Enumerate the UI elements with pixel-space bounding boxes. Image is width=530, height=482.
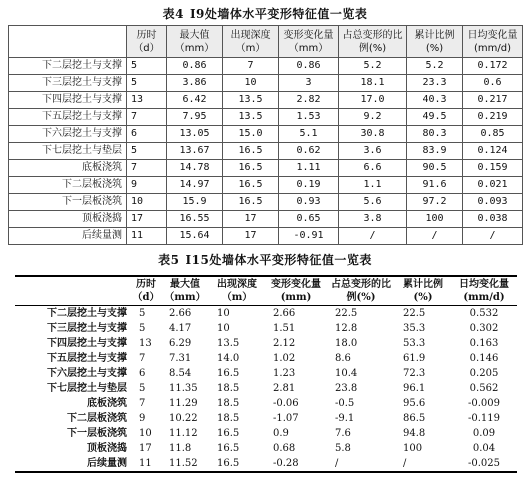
table-cell: 22.5 xyxy=(335,307,358,319)
table4-header-cell: 历时（d） xyxy=(127,26,167,58)
row-label: 后续量测 xyxy=(9,228,127,245)
row-label: 底板浇筑 xyxy=(9,160,127,177)
table-cell: 0.163 xyxy=(469,337,499,349)
table-cell: 0.159 xyxy=(463,160,523,177)
table-cell: 13.5 xyxy=(223,92,279,109)
table-cell: 49.5 xyxy=(407,109,463,126)
table-cell: 9 xyxy=(127,177,167,194)
table-row xyxy=(15,441,517,456)
table-cell: / xyxy=(339,228,407,245)
table5-header-cell: 变形变化量(mm) xyxy=(265,276,327,306)
table-cell: 83.9 xyxy=(407,143,463,160)
table-cell: 0.68 xyxy=(273,442,296,454)
row-label: 下五层挖土与支撑 xyxy=(47,352,127,364)
table-cell: 100 xyxy=(403,442,423,454)
table-cell: 18.5 xyxy=(217,397,240,409)
row-label: 顶板浇捣 xyxy=(87,442,127,454)
table-cell: -1.07 xyxy=(273,412,299,424)
table-cell: 0.19 xyxy=(279,177,339,194)
table4-header-cell: 最大值（mm） xyxy=(167,26,223,58)
table5-header-cell xyxy=(15,276,131,306)
table-cell: 72.3 xyxy=(403,367,426,379)
table-cell: 0.217 xyxy=(463,92,523,109)
table-cell: 7 xyxy=(223,58,279,75)
table-cell: 94.8 xyxy=(403,427,426,439)
table-cell: / xyxy=(335,457,339,469)
row-label: 底板浇筑 xyxy=(87,397,127,409)
table-cell: 8.54 xyxy=(169,367,192,379)
table-cell: 14.78 xyxy=(167,160,223,177)
table-cell: 15.9 xyxy=(167,194,223,211)
table-cell: 11.52 xyxy=(169,457,198,469)
table-cell: 17 xyxy=(127,211,167,228)
table-cell: 13 xyxy=(139,337,152,349)
table-cell: 1.02 xyxy=(273,352,296,364)
table4-header-cell: 累计比例(%) xyxy=(407,26,463,58)
table-cell: 95.6 xyxy=(403,397,426,409)
table-row xyxy=(15,306,517,322)
table-cell: 7 xyxy=(139,352,146,364)
table-cell: 0.09 xyxy=(472,427,496,439)
table-cell: 2.66 xyxy=(169,307,192,319)
table4-label: 表4 xyxy=(162,7,184,21)
table-row xyxy=(9,58,523,75)
table4-header-row xyxy=(9,26,523,58)
table-cell: 6 xyxy=(139,367,146,379)
table-cell: 0.04 xyxy=(472,442,496,454)
table-cell: 16.5 xyxy=(217,427,240,439)
table-row xyxy=(15,321,517,336)
table-cell: 97.2 xyxy=(407,194,463,211)
row-label: 下五层挖土与支撑 xyxy=(9,109,127,126)
table-cell: 5.8 xyxy=(335,442,351,454)
table-cell: 5 xyxy=(139,307,146,319)
table-cell: 2.12 xyxy=(273,337,296,349)
row-label: 顶板浇捣 xyxy=(9,211,127,228)
table-cell: 5 xyxy=(127,143,167,160)
table-cell: 13 xyxy=(127,92,167,109)
table-cell: 40.3 xyxy=(407,92,463,109)
table-cell: 0.85 xyxy=(463,126,523,143)
table-row xyxy=(15,456,517,472)
table5-header-cell: 出现深度（m） xyxy=(209,276,265,306)
row-label: 下一层板浇筑 xyxy=(67,427,127,439)
table-cell: 14.97 xyxy=(167,177,223,194)
table-cell: 17 xyxy=(223,228,279,245)
table-cell: -0.025 xyxy=(467,457,500,469)
table-cell: 7.95 xyxy=(167,109,223,126)
table-cell: 0.65 xyxy=(279,211,339,228)
table-cell: 0.093 xyxy=(463,194,523,211)
table-row xyxy=(15,411,517,426)
row-label: 下六层挖土与支撑 xyxy=(47,367,127,379)
table-cell: 13.67 xyxy=(167,143,223,160)
table-cell: 13.5 xyxy=(217,337,240,349)
table-cell: 11.8 xyxy=(169,442,192,454)
table-cell: 10 xyxy=(217,322,230,334)
table-cell: 0.021 xyxy=(463,177,523,194)
table-cell: 16.5 xyxy=(217,442,240,454)
table-cell: 0.205 xyxy=(469,367,499,379)
table-cell: 23.8 xyxy=(335,382,358,394)
table4-header-cell: 日均变化量(mm/d) xyxy=(463,26,523,58)
table-cell: 18.1 xyxy=(339,75,407,92)
table-cell: 16.5 xyxy=(223,160,279,177)
table-row xyxy=(9,109,523,126)
table-cell: / xyxy=(463,228,523,245)
table-cell: 0.219 xyxy=(463,109,523,126)
table-cell: -0.009 xyxy=(467,397,500,409)
table-cell: 5 xyxy=(139,322,146,334)
table-cell: -0.28 xyxy=(273,457,299,469)
table-cell: 30.8 xyxy=(339,126,407,143)
table-row xyxy=(15,336,517,351)
table-cell: 11 xyxy=(127,228,167,245)
row-label: 下二层板浇筑 xyxy=(67,412,127,424)
table4-header-cell: 占总变形的比例(%) xyxy=(339,26,407,58)
table-cell: 16.5 xyxy=(223,177,279,194)
table-cell: 5 xyxy=(139,382,146,394)
table-cell: 61.9 xyxy=(403,352,426,364)
table-row xyxy=(15,381,517,396)
table-cell: -0.5 xyxy=(335,397,355,409)
table-cell: 11.29 xyxy=(169,397,198,409)
table-row xyxy=(9,177,523,194)
table4-header-cell xyxy=(9,26,127,58)
table5-header-row xyxy=(15,276,517,306)
table-cell: 3.6 xyxy=(339,143,407,160)
table-cell: 90.5 xyxy=(407,160,463,177)
table-cell: 1.23 xyxy=(273,367,296,379)
table-cell: 0.62 xyxy=(279,143,339,160)
table-row xyxy=(9,92,523,109)
table-cell: 8.6 xyxy=(335,352,351,364)
table-cell: 0.146 xyxy=(469,352,499,364)
table-cell: -9.1 xyxy=(335,412,355,424)
table-cell: 5.2 xyxy=(407,58,463,75)
table-cell: 0.302 xyxy=(469,322,499,334)
table5 xyxy=(15,275,517,473)
table-cell: 0.86 xyxy=(279,58,339,75)
table-cell: 1.51 xyxy=(273,322,296,334)
table-cell: 1.53 xyxy=(279,109,339,126)
table-cell: 17 xyxy=(139,442,152,454)
table-cell: 6.6 xyxy=(339,160,407,177)
table-cell: 6.29 xyxy=(169,337,192,349)
table-cell: 2.66 xyxy=(273,307,296,319)
table-cell: 16.5 xyxy=(223,143,279,160)
table-cell: 80.3 xyxy=(407,126,463,143)
table-cell: 13.5 xyxy=(223,109,279,126)
table5-header-cell: 最大值（mm） xyxy=(161,276,209,306)
row-label: 下七层挖土与垫层 xyxy=(47,382,127,394)
table-cell: 16.5 xyxy=(223,194,279,211)
table-cell: 1.11 xyxy=(279,160,339,177)
table-row xyxy=(9,143,523,160)
row-label: 下三层挖土与支撑 xyxy=(47,322,127,334)
table-cell: 16.5 xyxy=(217,457,240,469)
table-cell: 16.55 xyxy=(167,211,223,228)
table-cell: 7.6 xyxy=(335,427,351,439)
table-cell: / xyxy=(407,228,463,245)
table-cell: 7 xyxy=(139,397,146,409)
table-cell: 10.22 xyxy=(169,412,198,424)
table-cell: 5.2 xyxy=(339,58,407,75)
table-cell: 10 xyxy=(127,194,167,211)
table5-title: I15处墙体水平变形特征值一览表 xyxy=(185,253,372,267)
table-row xyxy=(9,126,523,143)
table-cell: 18.0 xyxy=(335,337,358,349)
table-cell: 9 xyxy=(139,412,146,424)
table-row xyxy=(15,426,517,441)
table-cell: 9.2 xyxy=(339,109,407,126)
table-cell: 11.35 xyxy=(169,382,198,394)
row-label: 下一层板浇筑 xyxy=(9,194,127,211)
table-cell: 17 xyxy=(223,211,279,228)
table-row xyxy=(9,194,523,211)
table-cell: 12.8 xyxy=(335,322,358,334)
table-row xyxy=(9,75,523,92)
table-cell: 7.31 xyxy=(169,352,192,364)
table-cell: -0.91 xyxy=(279,228,339,245)
table-cell: 10 xyxy=(217,307,230,319)
table-cell: 5.1 xyxy=(279,126,339,143)
row-label: 下二层板浇筑 xyxy=(9,177,127,194)
table-cell: 0.86 xyxy=(167,58,223,75)
table-cell: 3.86 xyxy=(167,75,223,92)
table-cell: 15.64 xyxy=(167,228,223,245)
table-cell: 18.5 xyxy=(217,412,240,424)
table-cell: 6.42 xyxy=(167,92,223,109)
table-cell: 2.82 xyxy=(279,92,339,109)
table-cell: -0.06 xyxy=(273,397,299,409)
table-cell: 0.124 xyxy=(463,143,523,160)
row-label: 下四层挖土与支撑 xyxy=(9,92,127,109)
table5-header-cell: 历时（d） xyxy=(131,276,161,306)
table4 xyxy=(8,25,523,245)
table-row xyxy=(9,228,523,245)
table-cell: 6 xyxy=(127,126,167,143)
table4-header-cell: 变形变化量（mm） xyxy=(279,26,339,58)
table-cell: 11.12 xyxy=(169,427,198,439)
table-cell: 14.0 xyxy=(217,352,240,364)
row-label: 下六层挖土与支撑 xyxy=(9,126,127,143)
table-cell: 5.6 xyxy=(339,194,407,211)
row-label: 后续量测 xyxy=(87,457,127,469)
table5-header-cell: 占总变形的比例(%) xyxy=(327,276,395,306)
table-cell: 100 xyxy=(407,211,463,228)
table5-caption xyxy=(0,252,530,268)
table-cell: 5 xyxy=(127,75,167,92)
table4-caption xyxy=(0,6,530,22)
table-cell: / xyxy=(403,457,407,469)
table-cell: 0.6 xyxy=(463,75,523,92)
table-cell: 22.5 xyxy=(403,307,426,319)
table-cell: 3.8 xyxy=(339,211,407,228)
table-row xyxy=(15,366,517,381)
table-row xyxy=(15,396,517,411)
table-cell: 1.1 xyxy=(339,177,407,194)
table-cell: 4.17 xyxy=(169,322,192,334)
table-cell: 7 xyxy=(127,109,167,126)
row-label: 下二层挖土与支撑 xyxy=(47,307,127,319)
table-cell: 0.9 xyxy=(273,427,289,439)
table-cell: 18.5 xyxy=(217,382,240,394)
table-cell: 53.3 xyxy=(403,337,426,349)
table5-header-cell: 日均变化量(mm/d) xyxy=(451,276,517,306)
table-cell: 0.93 xyxy=(279,194,339,211)
table-cell: 2.81 xyxy=(273,382,296,394)
table-cell: 0.532 xyxy=(469,307,499,319)
table5-label: 表5 xyxy=(158,253,180,267)
table-cell: 7 xyxy=(127,160,167,177)
table-cell: 91.6 xyxy=(407,177,463,194)
table4-title: I9处墙体水平变形特征值一览表 xyxy=(189,7,368,21)
table-cell: 13.05 xyxy=(167,126,223,143)
table-cell: 3 xyxy=(279,75,339,92)
table-cell: 0.562 xyxy=(469,382,499,394)
table-cell: 0.038 xyxy=(463,211,523,228)
table-row xyxy=(15,351,517,366)
row-label: 下七层挖土与垫层 xyxy=(9,143,127,160)
table-cell: 35.3 xyxy=(403,322,426,334)
table4-header-cell: 出现深度（m） xyxy=(223,26,279,58)
table-cell: 16.5 xyxy=(217,367,240,379)
table-cell: 10 xyxy=(223,75,279,92)
row-label: 下四层挖土与支撑 xyxy=(47,337,127,349)
table-cell: 0.172 xyxy=(463,58,523,75)
table-cell: 17.0 xyxy=(339,92,407,109)
table-row xyxy=(9,160,523,177)
table-cell: -0.119 xyxy=(467,412,500,424)
row-label: 下三层挖土与支撑 xyxy=(9,75,127,92)
table-cell: 10 xyxy=(139,427,152,439)
table-cell: 86.5 xyxy=(403,412,426,424)
table-cell: 23.3 xyxy=(407,75,463,92)
table5-header-cell: 累计比例(%) xyxy=(395,276,451,306)
row-label: 下二层挖土与支撑 xyxy=(9,58,127,75)
table-cell: 5 xyxy=(127,58,167,75)
table-cell: 10.4 xyxy=(335,367,358,379)
table-cell: 96.1 xyxy=(403,382,426,394)
table-cell: 11 xyxy=(139,457,152,469)
table-row xyxy=(9,211,523,228)
table-cell: 15.0 xyxy=(223,126,279,143)
